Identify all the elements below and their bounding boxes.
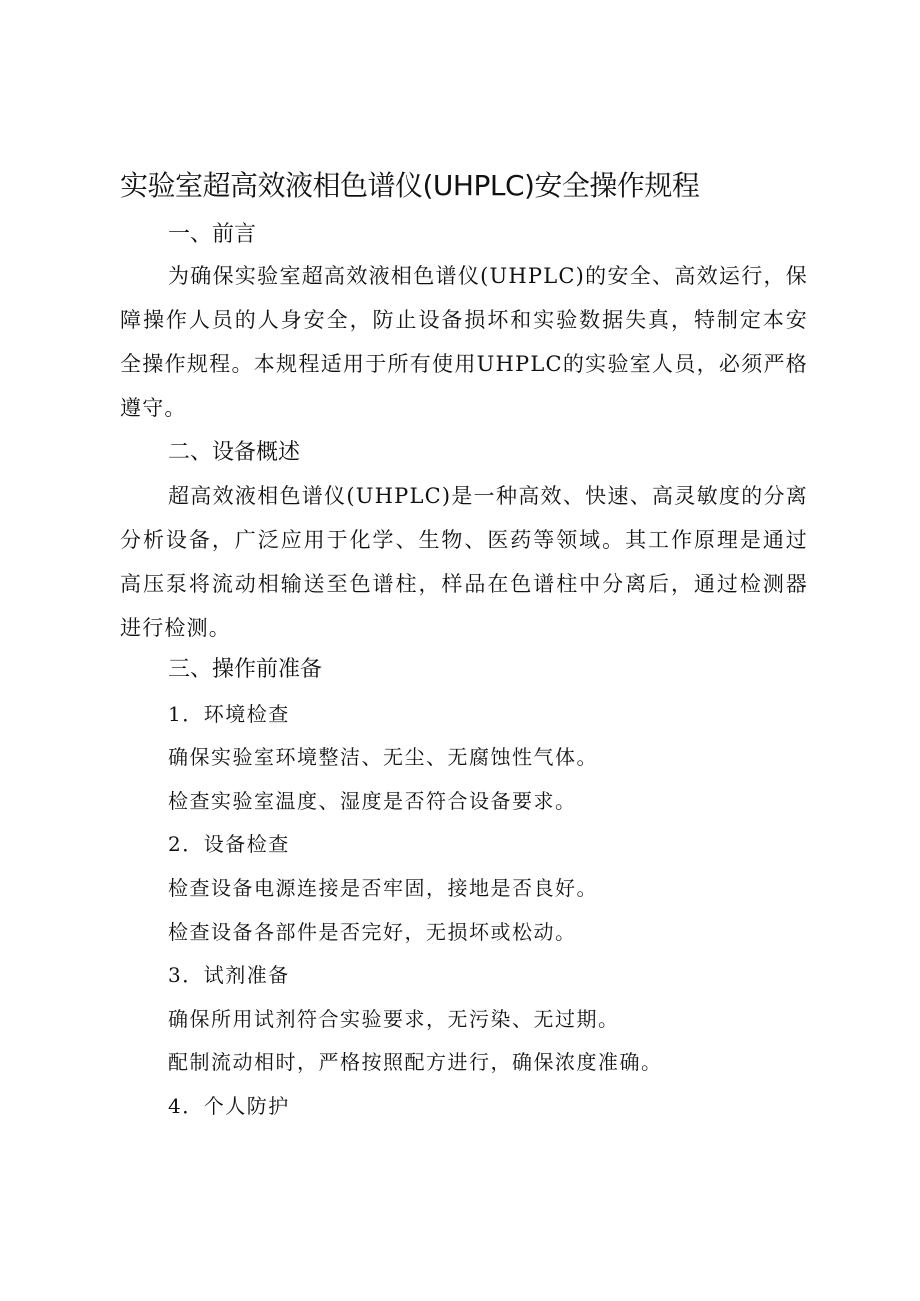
preface-paragraph: 为确保实验室超高效液相色谱仪(UHPLC)的安全、高效运行，保障操作人员的人身安全，防止设备损坏和实验数据失真，特制定本安全操作规程。本规程适用于所有使用UHPLC的实验室人员，必须严格遵守。 [120,264,808,420]
section-heading-preparation: 三、操作前准备 [168,657,323,682]
subheading-reagent-preparation: 3．试剂准备 [168,963,290,987]
subheading-personal-protection: 4．个人防护 [168,1094,290,1118]
subheading-equipment-check: 2．设备检查 [168,832,290,856]
document-title: 实验室超高效液相色谱仪(UHPLC)安全操作规程 [120,169,700,202]
list-item: 配制流动相时，严格按照配方进行，确保浓度准确。 [168,1050,663,1074]
list-item: 检查设备各部件是否完好，无损坏或松动。 [168,920,577,944]
list-item: 检查实验室温度、湿度是否符合设备要求。 [168,789,577,813]
section-heading-overview: 二、设备概述 [168,440,301,465]
list-item: 确保实验室环境整洁、无尘、无腐蚀性气体。 [168,745,598,769]
list-item: 检查设备电源连接是否牢固，接地是否良好。 [168,876,598,900]
subheading-environment-check: 1．环境检查 [168,702,290,726]
section-heading-preface: 一、前言 [168,222,257,247]
overview-paragraph: 超高效液相色谱仪(UHPLC)是一种高效、快速、高灵敏度的分离分析设备，广泛应用于化学、生物、医药等领域。其工作原理是通过高压泵将流动相输送至色谱柱，样品在色谱柱中分离后，通过检测器进行检测。 [120,484,808,640]
list-item: 确保所用试剂符合实验要求，无污染、无过期。 [168,1007,620,1031]
